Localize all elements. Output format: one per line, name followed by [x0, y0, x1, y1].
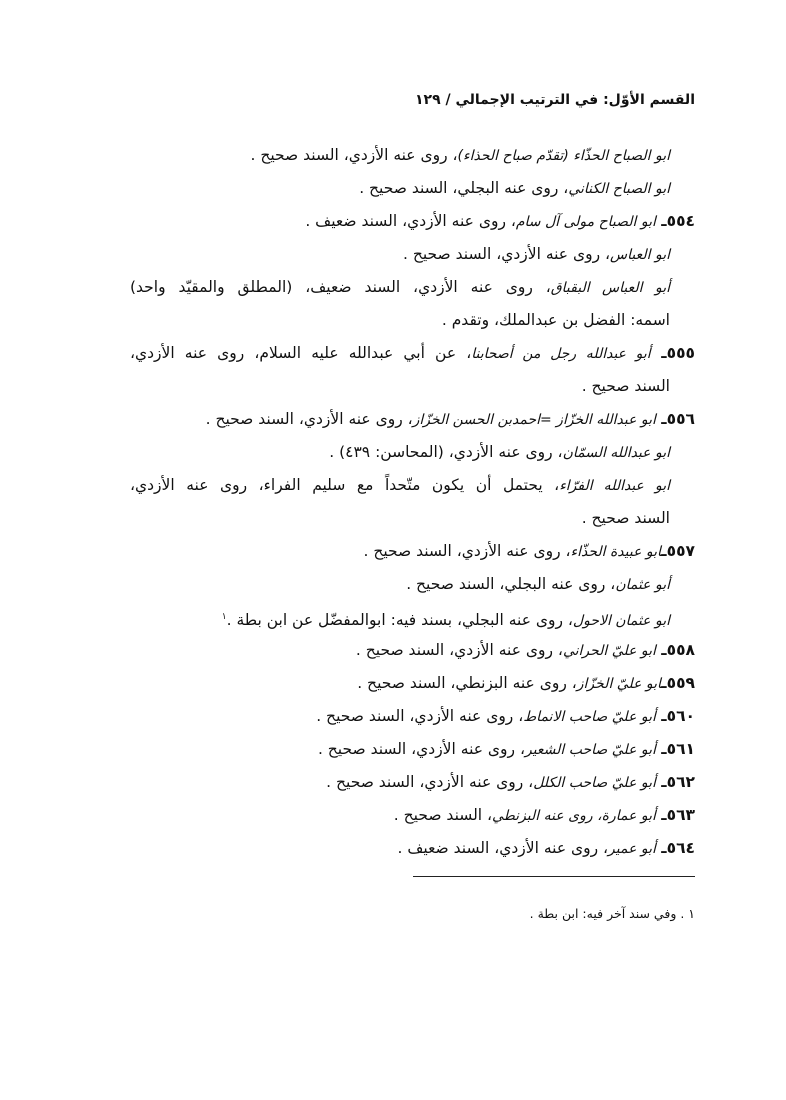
entry-name: أبو عبدالله رجل من أصحابنا: [471, 346, 651, 362]
entry-line: [406, 574, 670, 595]
entry-name: أبو عثمان: [615, 577, 670, 593]
entry-line: [582, 376, 670, 396]
entry-text: ، روى عنه البجلي، السند صحيح .: [359, 179, 569, 197]
entry-name: ابو الصباح مولى آل سام: [515, 214, 656, 230]
entry-text: ، روى عنه الأزدي، السند صحيح .: [317, 740, 525, 758]
entry-text: ، روى عنه الأزدي، السند صحيح .: [316, 707, 524, 725]
entry-line: [316, 706, 695, 727]
entry-number: ٥٥٩ـ: [661, 674, 695, 692]
entry-name: ابو عليّ الحراني: [562, 643, 656, 659]
footnote-divider: [413, 876, 695, 877]
entry-text: ، روى عنه الأزدي، (المحاسن: ٤٣٩) .: [329, 443, 563, 461]
entry-text: ، روى عنه البجلي، بسند فيه: ابوالمفضّل عن ابن بطة .: [226, 611, 573, 630]
entry-line: [442, 310, 670, 330]
entry-text: ، روى عنه الأزدي، السند صحيح .: [250, 146, 458, 164]
entry-number: ٥٦٣ـ: [655, 806, 695, 824]
entry-number: ٥٦١ـ: [655, 740, 695, 758]
entry-name: أبو العباس البقباق: [550, 280, 670, 296]
entry-line: [251, 145, 671, 166]
entry-number: ٥٥٦ـ: [655, 410, 695, 428]
entry-line: [329, 442, 670, 463]
entry-name: ابو عبدالله الخزّاز =احمدبن الحسن الخزّاز: [412, 412, 656, 428]
entry-name: ابو الصباح الكناني: [568, 181, 670, 197]
entry-line: [206, 409, 695, 430]
entry-name: أبو عليّ صاحب الشعير: [524, 742, 656, 758]
entry-name: ابو الصباح الحذّاء (تقدّم صباح الحذاء): [457, 148, 670, 164]
entry-line: [130, 277, 670, 298]
entry-text: ، روى عنه الأزدي، السند صحيح .: [355, 641, 563, 659]
running-header: القسم الأوّل: في الترتيب الإجمالي / ١٢٩: [414, 92, 695, 108]
entry-name: ابو عليّ الخزّاز: [576, 676, 662, 692]
entry-line: [403, 244, 670, 265]
entry-line: [363, 541, 695, 562]
entry-number: ٥٦٠ـ: [655, 707, 695, 725]
entry-text: ، روى عنه البزنطي، السند صحيح .: [357, 674, 577, 692]
entry-name: ابو العباس: [610, 247, 670, 263]
entry-number: ٥٥٤ـ: [655, 212, 695, 230]
entry-text: ، السند صحيح .: [393, 806, 493, 824]
entry-name: ابو عثمان الاحول: [572, 613, 670, 630]
entry-number: ٥٥٨ـ: [655, 641, 695, 659]
entry-name: أبو عمارة، روى عنه البزنطي: [492, 808, 656, 824]
entry-line: [318, 739, 695, 760]
entry-text: ، عن أبي عبدالله عليه السلام، روى عنه الأزدي،: [130, 344, 472, 362]
entry-name: أبو عليّ صاحب الانماط: [523, 709, 656, 725]
entry-line: [398, 838, 696, 859]
entry-text: ، روى عنه الأزدي، السند ضعيف .: [305, 212, 516, 230]
entry-line: [356, 640, 695, 661]
entry-name: ابو عبدالله السمّان: [562, 445, 670, 461]
entry-name: ابو عبيدة الحذّاء: [570, 544, 662, 560]
entry-text: ، روى عنه الأزدي، السند صحيح .: [205, 410, 413, 428]
entry-name: أبو عمير: [608, 841, 656, 857]
entry-text: ، روى عنه الأزدي، السند صحيح .: [363, 542, 571, 560]
entry-number: ٥٦٢ـ: [655, 773, 695, 791]
entry-text: اسمه: الفضل بن عبدالملك، وتقدم .: [441, 311, 670, 329]
entry-text: ، يحتمل أن يكون متّحداً مع سليم الفراء، روى عنه الأزدي،: [130, 476, 560, 494]
entry-text: ، روى عنه الأزدي، السند ضعيف .: [397, 839, 609, 857]
entry-line: [394, 805, 695, 826]
entry-number: ٥٥٥ـ: [650, 344, 695, 362]
entry-line: [582, 508, 670, 528]
footnote: ١ . وفي سند آخر فيه: ابن بطة .: [529, 906, 695, 921]
entry-line: [305, 211, 695, 232]
entry-name: أبو عليّ صاحب الكلل: [533, 775, 656, 791]
entry-number: ٥٥٧ـ: [661, 542, 695, 560]
entry-name: ابو عبدالله الفرّاء: [559, 478, 670, 494]
entry-text: ، روى عنه الأزدي، السند صحيح .: [326, 773, 534, 791]
entry-line: [130, 343, 695, 364]
entry-text: السند صحيح .: [581, 377, 670, 395]
entry-text: السند صحيح .: [581, 509, 670, 527]
footnote-marker[interactable]: ١: [221, 612, 227, 622]
entry-line: [359, 178, 670, 199]
entry-line: [357, 673, 695, 694]
entry-line: [222, 607, 670, 631]
entry-text: ، روى عنه الأزدي، السند صحيح .: [403, 245, 611, 263]
entry-line: [326, 772, 695, 793]
entry-number: ٥٦٤ـ: [655, 839, 695, 857]
entry-text: ، روى عنه الأزدي، السند ضعيف، (المطلق والمقيّد واحد): [130, 278, 551, 296]
entry-line: [130, 475, 670, 496]
entry-text: ، روى عنه البجلي، السند صحيح .: [406, 575, 616, 593]
